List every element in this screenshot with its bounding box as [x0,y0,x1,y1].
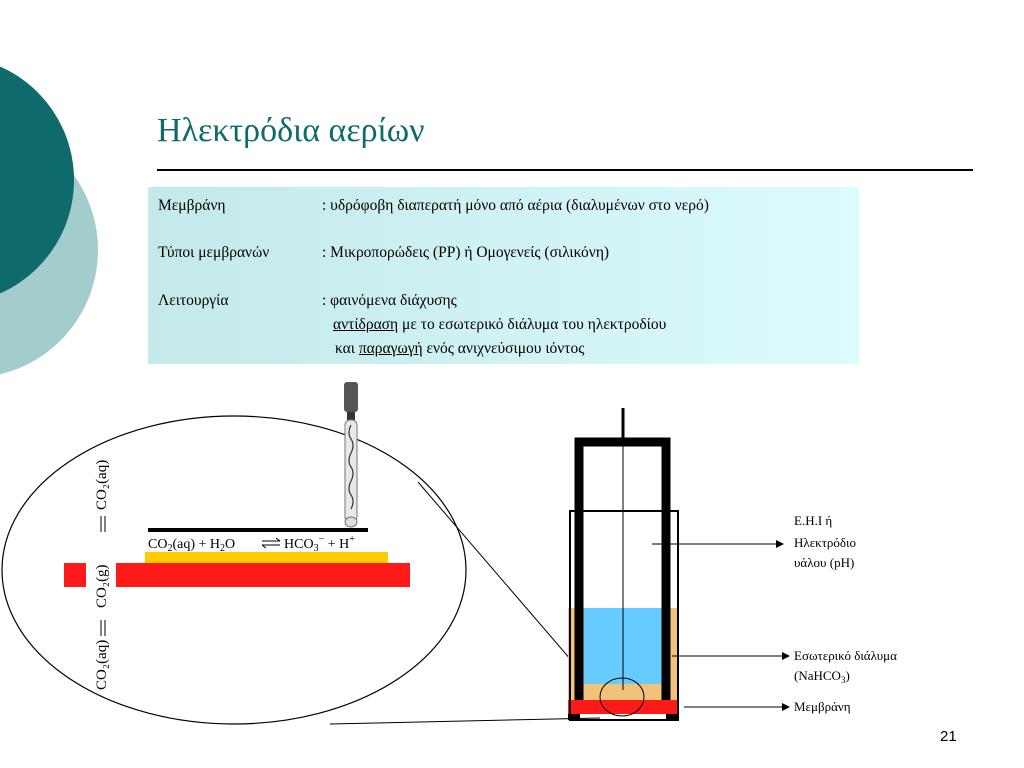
label-membrane: Μεμβράνη [794,699,851,714]
vertical-co2aq-top: CO₂(aq) [94,459,110,510]
function-line-2 [333,316,666,334]
membrane-red-right [116,563,410,587]
function-line-3 [335,340,584,358]
ph-probe [344,382,358,527]
zoom-connector-lower [330,718,600,724]
info-box [148,187,859,364]
gas-electrode-diagram [0,370,1024,768]
black-line-layer [148,528,368,532]
term-membrane-types: Τύποι μεμβρανών [158,244,270,261]
slide-title: Ηλεκτρόδια αερίων [157,112,425,149]
label-electrode-3: υάλου (pH) [794,555,855,570]
production-word: παραγωγή [358,340,423,357]
reaction-word: αντίδραση [333,316,399,333]
equation: $CO_2(aq) + H_2O$ [148,537,236,554]
desc-function: : φαινόμενα διάχυσης [322,292,457,309]
equation-products: $HCO_3^- + H^+$ [284,534,355,554]
label-electrode-2: Ηλεκτρόδιο [794,535,857,550]
vertical-co2aq-bottom: CO₂(aq) [94,639,110,690]
vertical-arrow-top [101,516,105,532]
production-pre: και [335,340,359,357]
inner-solution [582,608,662,684]
equilibrium-arrow-eq [262,538,280,548]
vertical-arrow-bottom [101,620,105,636]
reaction-rest: με το εσωτερικό διάλυμα του ηλεκτροδίου [398,316,667,333]
term-function: Λειτουργία [158,292,229,309]
page-number: 21 [940,728,957,745]
gas-sensor [568,408,678,720]
desc-membrane: : υδρόφοβη διαπερατή μόνο από αέρια (διαλυμένων στο νερό) [322,197,709,214]
desc-membrane-types: : Μικροπορώδεις (PP) ή Ομογενείς (σιλικόνη) [322,244,610,261]
label-electrode-1: Ε.Η.Ι ή [794,513,833,528]
production-rest: ενός ανιχνεύσιμου ιόντος [422,340,585,357]
title-divider [157,169,973,171]
sensor-membrane [568,700,678,714]
vertical-co2g: CO₂(g) [94,564,110,608]
label-solution-2: (NaHCO$_3$) [794,668,850,685]
term-membrane: Μεμβράνη [158,197,226,214]
label-solution-1: Εσωτερικό διάλυμα [794,648,897,663]
membrane-red-left [64,563,86,587]
